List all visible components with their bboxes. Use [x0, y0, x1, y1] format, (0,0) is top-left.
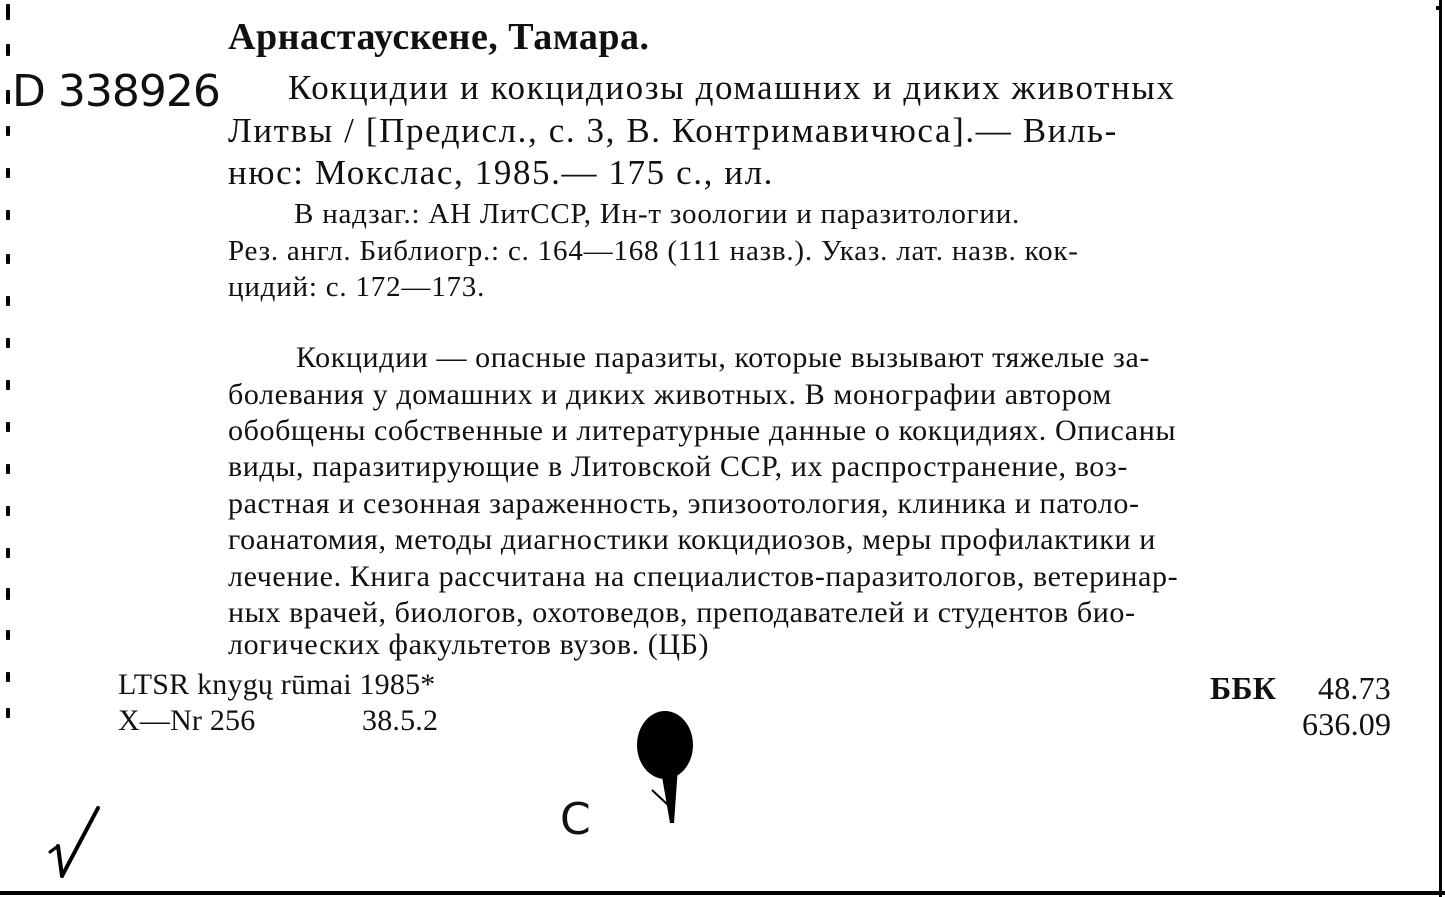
annotation-line-3: обобщены собственные и литературные данные о кокцидиях. Описаны — [228, 414, 1177, 447]
edge-mark — [6, 548, 10, 558]
annotation-line-8: ных врачей, биологов, охотоведов, преподавателей и студентов био- — [228, 596, 1136, 629]
order-code: 38.5.2 — [362, 704, 439, 737]
edge-mark — [6, 90, 10, 104]
annotation-line-4: виды, паразитирующие в Литовской ССР, их распространение, воз- — [228, 450, 1128, 483]
stamp-letter: С — [560, 794, 591, 845]
bbk-code-1: 48.73 — [1318, 670, 1391, 706]
ink-blot-icon — [630, 705, 710, 830]
annotation-line-1: Кокцидии — опасные паразиты, которые вызывают тяжелые за- — [296, 341, 1150, 374]
edge-mark — [6, 296, 10, 306]
accession-number: D 338926 — [12, 66, 220, 117]
edge-mark — [6, 506, 10, 516]
meta-line-1: В надзаг.: АН ЛитССР, Ин-т зоологии и паразитологии. — [294, 198, 1021, 230]
order-number: X—Nr 256 — [118, 704, 256, 737]
handwritten-mark — [40, 800, 110, 880]
card-corner-mark — [1436, 6, 1442, 10]
edge-mark — [6, 126, 10, 136]
annotation-line-6: гоанатомия, методы диагностики кокцидиозов, меры профилактики и — [228, 523, 1156, 556]
edge-mark — [6, 422, 10, 432]
annotation-line-7: лечение. Книга рассчитана на специалистов-паразитологов, ветеринар- — [228, 560, 1179, 593]
annotation-line-5: растная и сезонная зараженность, эпизоотология, клиника и патоло- — [228, 487, 1140, 520]
edge-mark — [6, 168, 10, 178]
imprint-line: LTSR knygų rūmai 1985* — [118, 668, 436, 701]
meta-line-3: цидий: с. 172—173. — [228, 271, 486, 303]
card-border-bottom — [0, 891, 1445, 895]
title-line-2: Литвы / [Предисл., с. 3, В. Контримавичюса].— Виль- — [228, 111, 1118, 150]
meta-line-2: Рез. англ. Библиогр.: с. 164—168 (111 назв.). Указ. лат. назв. кок- — [228, 235, 1079, 267]
bbk-code-2: 636.09 — [1302, 706, 1392, 742]
edge-mark — [6, 254, 10, 264]
edge-mark — [6, 464, 10, 474]
edge-mark — [6, 380, 10, 390]
edge-mark — [6, 338, 10, 348]
title-line-3: нюс: Мокслас, 1985.— 175 с., ил. — [228, 153, 775, 192]
title-line-1: Кокцидии и кокцидиозы домашних и диких животных — [288, 68, 1176, 107]
edge-mark — [6, 44, 10, 56]
edge-mark — [6, 708, 10, 718]
edge-mark — [6, 672, 10, 682]
annotation-line-2: болевания у домашних и диких животных. В монографии автором — [228, 378, 1112, 411]
edge-mark — [6, 4, 10, 20]
card-border-right — [1439, 0, 1442, 897]
edge-mark — [6, 210, 10, 220]
bbk-label: ББК — [1210, 670, 1277, 706]
edge-mark — [6, 630, 10, 640]
annotation-line-9: логических факультетов вузов. (ЦБ) — [228, 628, 710, 661]
author-heading: Арнастаускене, Тамара. — [228, 16, 650, 58]
edge-mark — [6, 588, 10, 600]
